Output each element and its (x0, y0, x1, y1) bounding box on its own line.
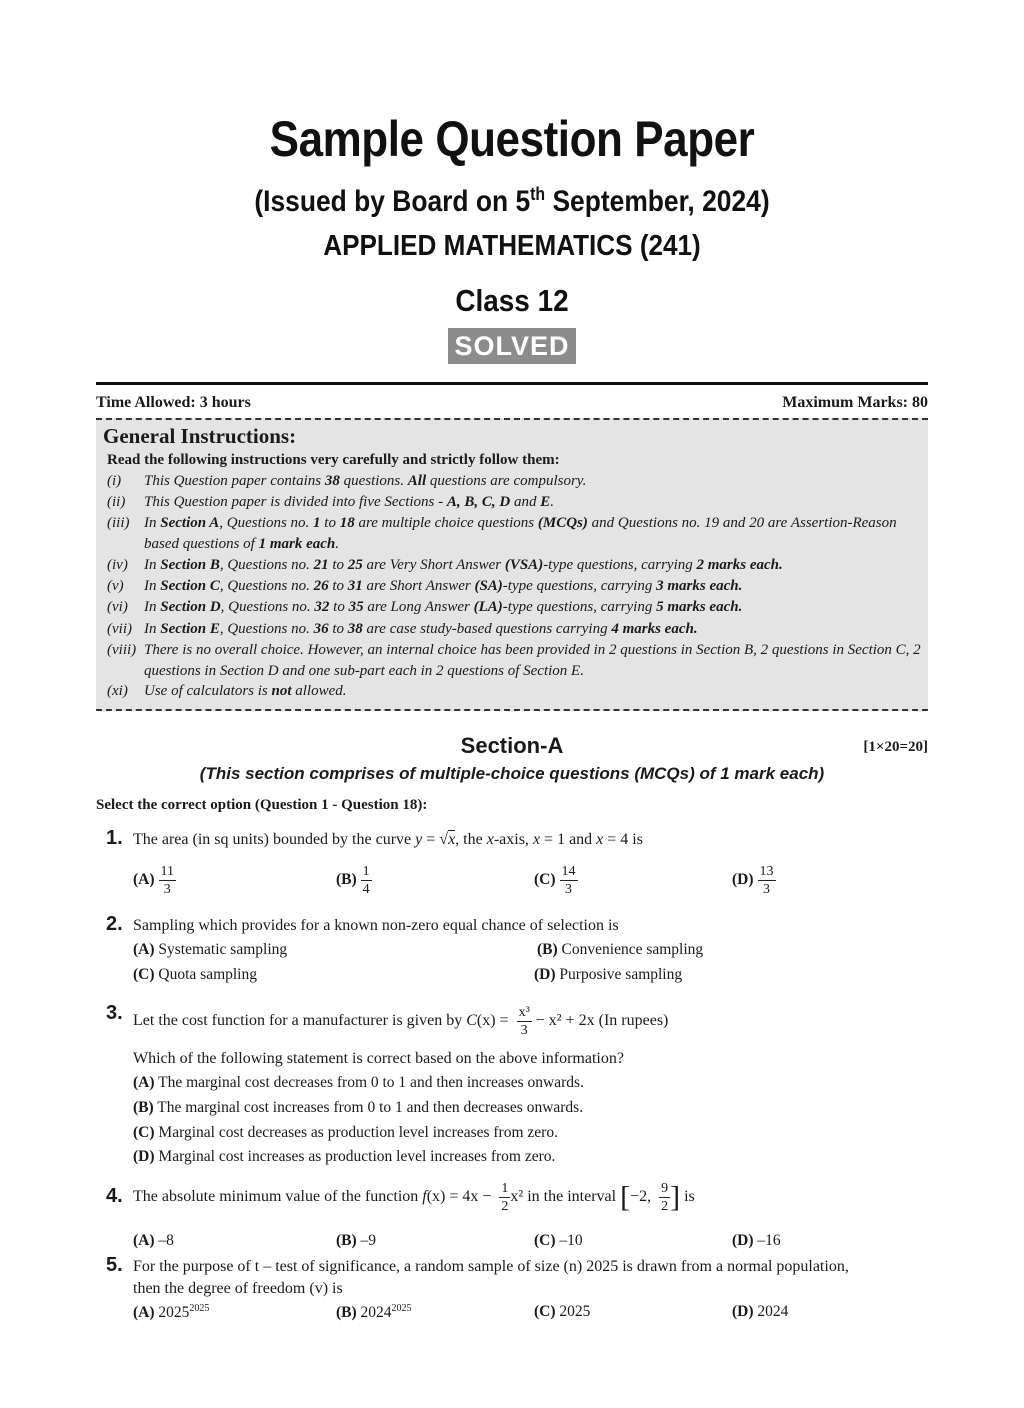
option-c[interactable]: (C) –10 (534, 1232, 583, 1249)
section-title: Section-A (460, 733, 564, 758)
question-text: For the purpose of t – test of significance, a random sample of size (n) 2025 is drawn from a normal population, (133, 1258, 849, 1275)
select-instruction: Select the correct option (Question 1 - Question 18): (96, 797, 428, 813)
instruction-number: (iv) (107, 557, 128, 573)
instruction-number: (iii) (107, 515, 130, 531)
time-allowed: Time Allowed: 3 hours (96, 394, 251, 411)
question-number: 5. (106, 1254, 123, 1276)
option-b[interactable]: (B) $\frac{1}{4}$ (336, 864, 370, 897)
option-a[interactable]: (A) $2025^{2025}$ (133, 1303, 210, 1322)
option-a[interactable]: (A) Systematic sampling (133, 941, 288, 958)
instructions-heading: General Instructions: (103, 424, 297, 448)
question-text: The area (in sq units) bounded by the curve y = √x, the x-axis, x = 1 and x = 4 is (133, 831, 643, 848)
option-c[interactable]: (C) Quota sampling (133, 966, 257, 983)
option-c[interactable]: (C) Marginal cost decreases as production level increases from zero. (133, 1124, 558, 1141)
option-d[interactable]: (D) 2024 (732, 1303, 789, 1320)
instructions-lead: Read the following instructions very carefully and strictly follow them: (107, 452, 560, 468)
instruction-text: In Section E, Questions no. 36 to 38 are case study-based questions carrying 4 marks each. (144, 621, 698, 637)
instruction-text: Use of calculators is not allowed. (144, 683, 347, 699)
question-stem: Which of the following statement is correct based on the above information? (133, 1050, 624, 1067)
class-title: Class 12 (455, 283, 569, 318)
instruction-number: (xi) (107, 683, 128, 699)
instruction-number: (vi) (107, 599, 128, 615)
option-b[interactable]: (B) $2024^{2025}$ (336, 1303, 412, 1322)
instruction-number: (viii) (107, 642, 137, 658)
option-b[interactable]: (B) –9 (336, 1232, 377, 1249)
issued-sup: th (530, 184, 546, 204)
option-a[interactable]: (A) The marginal cost decreases from 0 to 1 and then increases onwards. (133, 1074, 584, 1091)
instruction-text: This Question paper is divided into five Sections - A, B, C, D and E. (144, 494, 555, 510)
question-text: Sampling which provides for a known non-zero equal chance of selection is (133, 917, 619, 934)
maximum-marks: Maximum Marks: 80 (782, 394, 928, 411)
sqrt-symbol: √ (439, 831, 449, 848)
issued-post: September, 2024) (545, 185, 770, 218)
option-a[interactable]: (A) –8 (133, 1232, 174, 1249)
option-b[interactable]: (B) Convenience sampling (537, 941, 704, 958)
solved-badge: SOLVED (448, 328, 576, 364)
option-d[interactable]: (D) –16 (732, 1232, 781, 1249)
instruction-text: In Section B, Questions no. 21 to 25 are Very Short Answer (VSA)-type questions, carrying 2 marks each. (144, 557, 783, 573)
instruction-text: In Section C, Questions no. 26 to 31 are Short Answer (SA)-type questions, carrying 3 marks each. (144, 578, 743, 594)
option-d[interactable]: (D) Purposive sampling (534, 966, 683, 983)
question-number: 3. (106, 1002, 123, 1024)
header-rule (96, 382, 928, 385)
instruction-number: (v) (107, 578, 124, 594)
instruction-number: (i) (107, 473, 122, 489)
paper-title: Sample Question Paper (269, 111, 755, 167)
section-description: (This section comprises of multiple-choice questions (MCQs) of 1 mark each) (199, 764, 825, 783)
interval-bracket: ] (670, 1180, 681, 1214)
question-number: 2. (106, 913, 123, 935)
instruction-text: There is no overall choice. However, an internal choice has been provided in 2 questions in Section B, 2 questions in Section C, 2 questions in Section D and one sub-part each in 2 questions of Section E. (144, 642, 921, 679)
instruction-number: (vii) (107, 621, 132, 637)
question-number: 1. (106, 827, 123, 849)
question-text: Let the cost function for a manufacturer is given by C(x) = $\frac{\text{x³}}{3}$ − x² + 2x (In rupees) (133, 1005, 669, 1038)
instruction-text: This Question paper contains 38 questions. All questions are compulsory. (144, 473, 587, 489)
option-d[interactable]: (D) Marginal cost increases as production level increases from zero. (133, 1148, 556, 1165)
option-c[interactable]: (C) 2025 (534, 1303, 591, 1320)
instruction-number: (ii) (107, 494, 126, 510)
question-number: 4. (106, 1185, 123, 1207)
subject-title: APPLIED MATHEMATICS (241) (323, 230, 701, 262)
interval-bracket: [ (620, 1180, 631, 1214)
section-marks: [1×20=20] (863, 739, 928, 755)
question-text: The absolute minimum value of the function f(x) = 4x − $\frac{1}{2}$ x² in the interval [−2, $\frac{9}{2}$ ] is (133, 1180, 695, 1214)
instruction-text: In Section A, Questions no. 1 to 18 are multiple choice questions (MCQs) and Questions no. 19 and 20 are Assertion-Reason based questions of 1 mark each. (144, 515, 897, 552)
issued-line (61, 184, 962, 219)
option-a[interactable]: (A) $\frac{11}{3}$ (133, 864, 175, 897)
issued-pre: (Issued by Board on 5 (254, 185, 531, 218)
option-b[interactable]: (B) The marginal cost increases from 0 to 1 and then decreases onwards. (133, 1099, 584, 1116)
option-d[interactable]: (D) $\frac{13}{3}$ (732, 864, 774, 897)
instruction-text: In Section D, Questions no. 32 to 35 are Long Answer (LA)-type questions, carrying 5 marks each. (144, 599, 743, 615)
option-c[interactable]: (C) $\frac{14}{3}$ (534, 864, 576, 897)
question-text: then the degree of freedom (v) is (133, 1280, 343, 1297)
